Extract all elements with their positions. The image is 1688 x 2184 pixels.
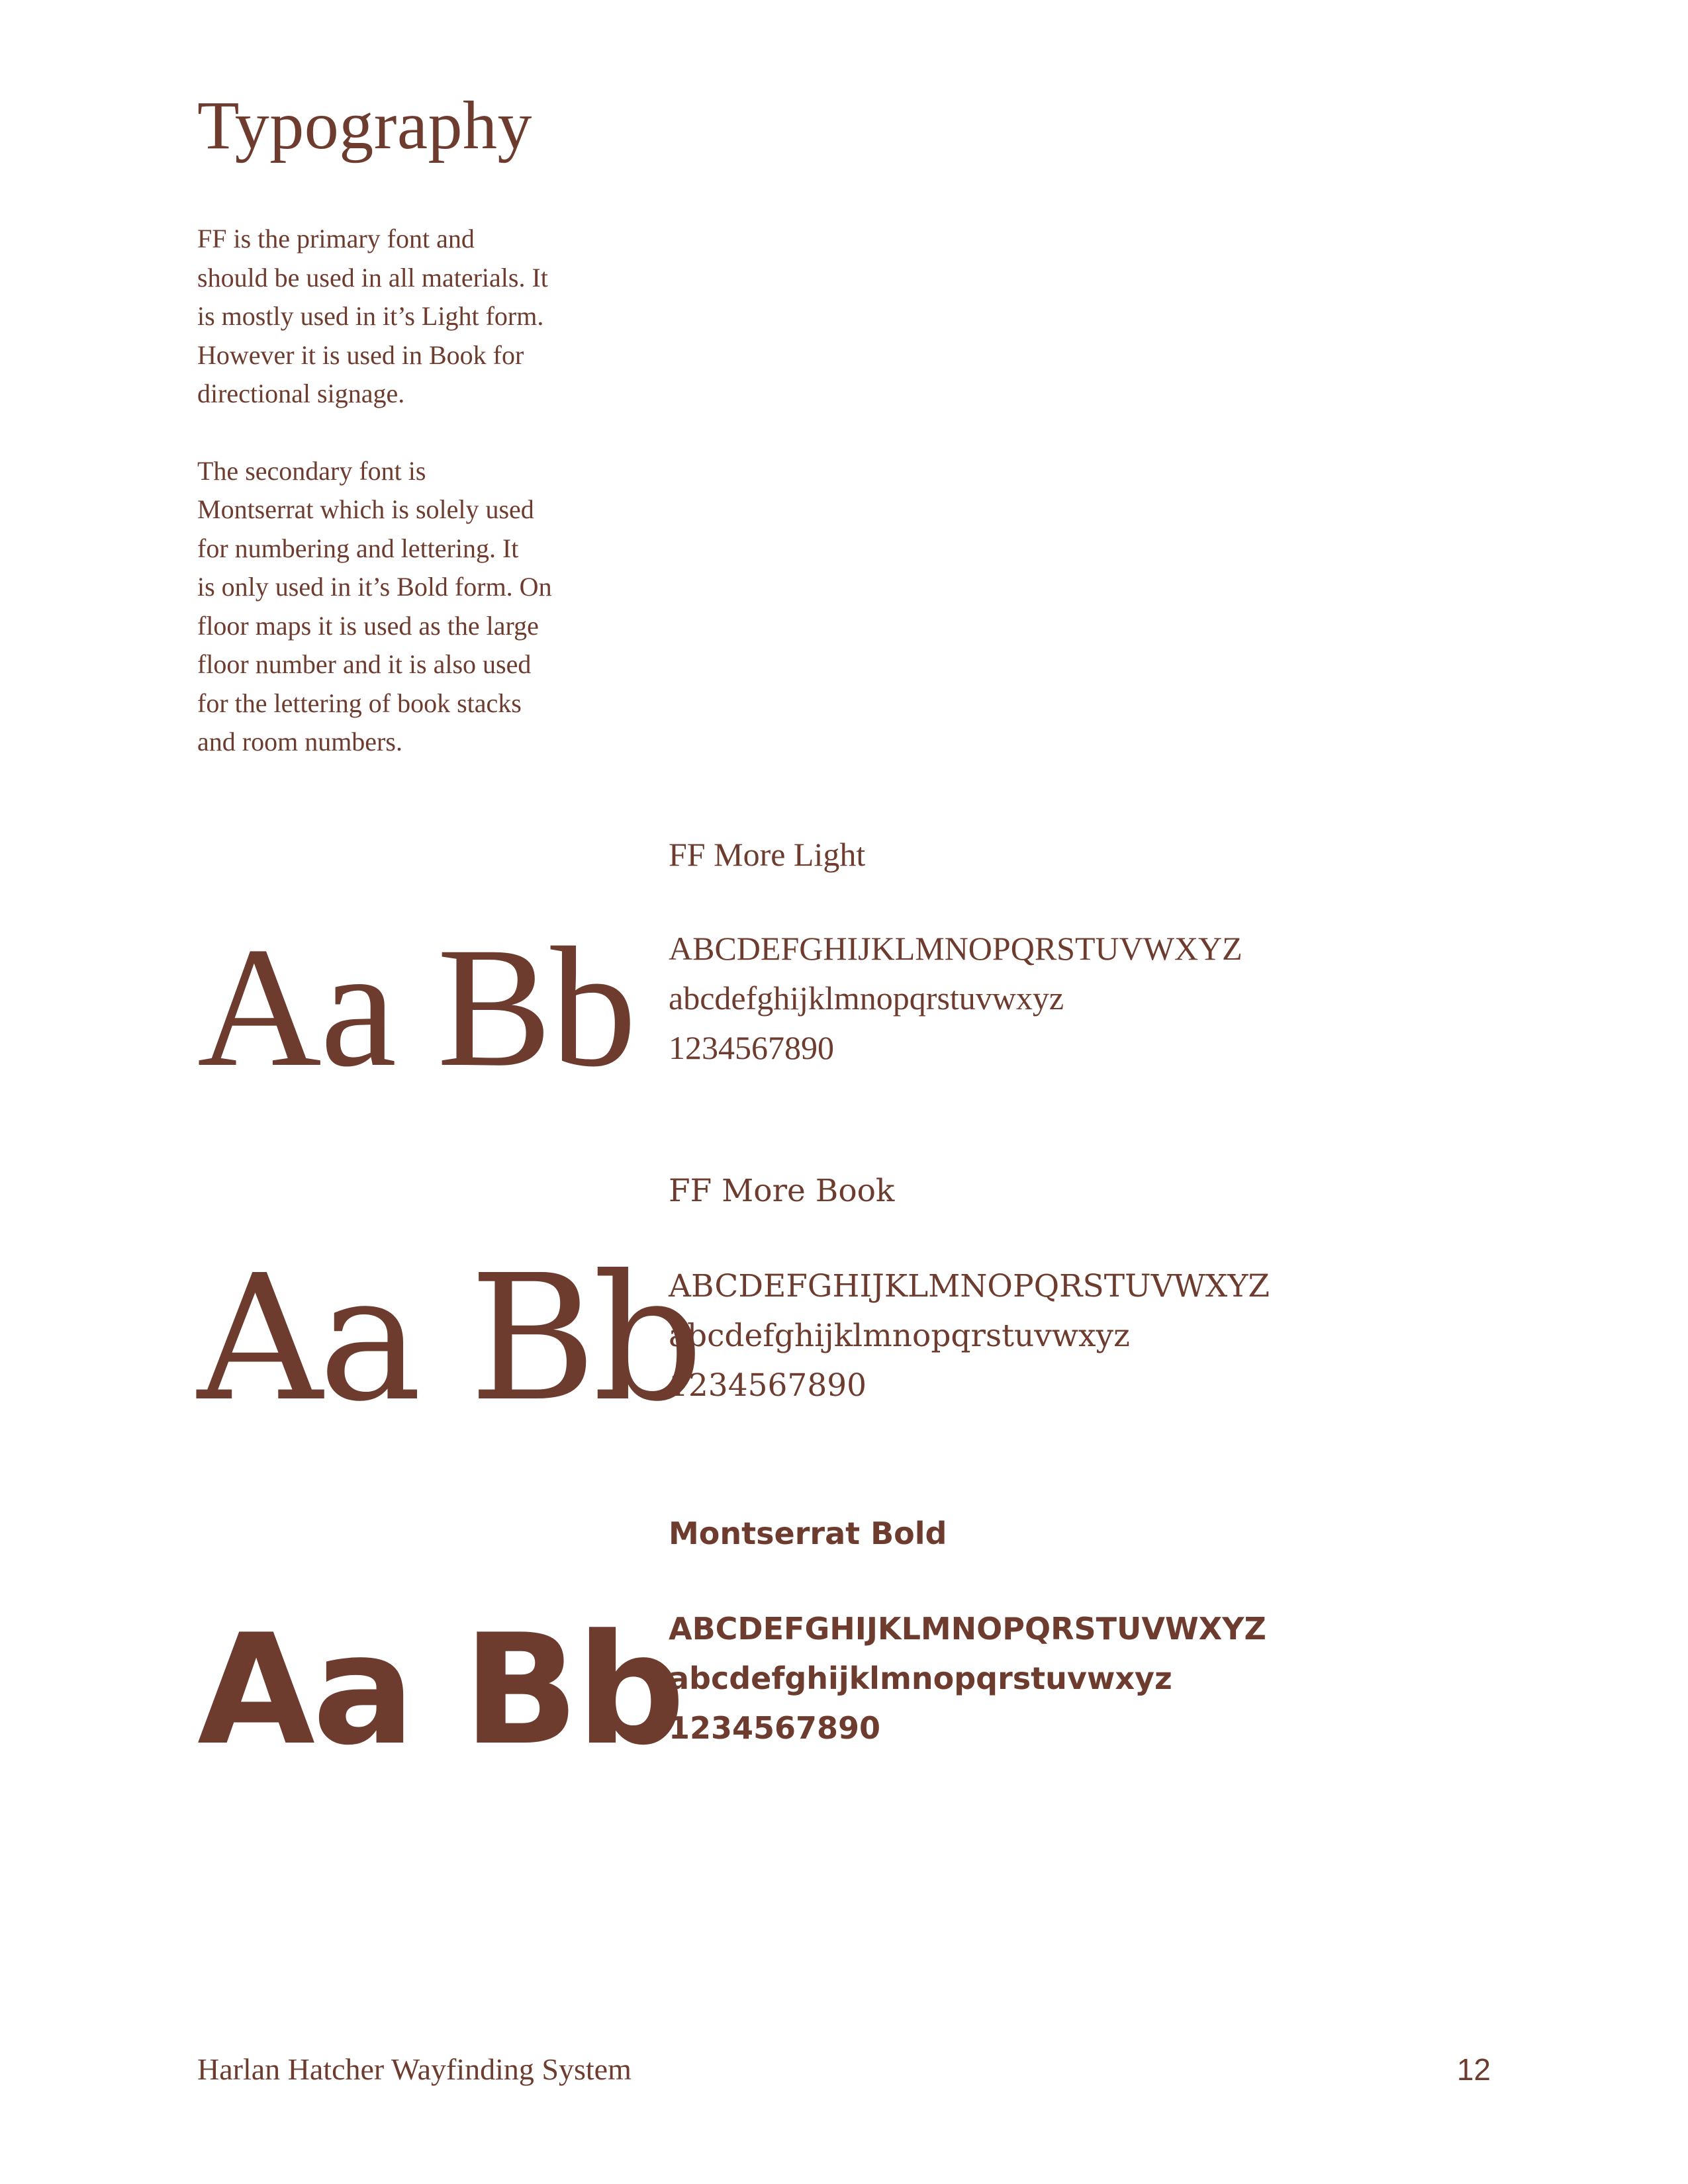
glyph-digits: 1234567890 (669, 1029, 834, 1066)
page-title: Typography (197, 87, 533, 163)
glyph-lowercase: abcdefghijklmnopqrstuvwxyz (669, 979, 1064, 1017)
glyph-lowercase: abcdefghijklmnopqrstuvwxyz (669, 1661, 1172, 1696)
glyph-set (669, 1261, 1270, 1410)
intro-paragraph-secondary-font: The secondary font is Montserrat which is solely used for numbering and lettering. It is only used in it’s Bold form. On floor maps it is used as the large floor number and it is also used for the lettering of book stacks and room numbers. (197, 455, 552, 756)
specimen-large-sample: Aa Bb (197, 912, 635, 1103)
specimen-large-sample: Aa Bb (197, 1602, 683, 1779)
font-specimen-ff-more-light (197, 835, 1521, 1113)
glyph-digits: 1234567890 (669, 1367, 867, 1404)
specimen-large-sample: Aa Bb (197, 1238, 700, 1439)
glyph-lowercase: abcdefghijklmnopqrstuvwxyz (669, 1318, 1130, 1354)
glyph-set (669, 1604, 1266, 1753)
footer-document-title: Harlan Hatcher Wayfinding System (197, 2052, 632, 2086)
glyph-set (669, 924, 1243, 1073)
glyph-digits: 1234567890 (669, 1710, 881, 1746)
glyph-uppercase: ABCDEFGHIJKLMNOPQRSTUVWXYZ (669, 1268, 1270, 1304)
font-specimen-ff-more-book (197, 1173, 1521, 1451)
footer-page-number: 12 (1456, 2052, 1491, 2087)
font-specimen-montserrat-bold (197, 1516, 1521, 1794)
font-name: FF More Light (669, 836, 866, 873)
font-name: FF More Book (669, 1173, 895, 1209)
glyph-uppercase: ABCDEFGHIJKLMNOPQRSTUVWXYZ (669, 1611, 1266, 1647)
glyph-uppercase: ABCDEFGHIJKLMNOPQRSTUVWXYZ (669, 930, 1243, 967)
intro-paragraph-primary-font: FF is the primary font and should be used in all materials. It is mostly used in it’s Light form. However it is used in Book for directional signage. (197, 224, 548, 408)
intro-text (197, 220, 661, 800)
font-name: Montserrat Bold (669, 1516, 947, 1551)
